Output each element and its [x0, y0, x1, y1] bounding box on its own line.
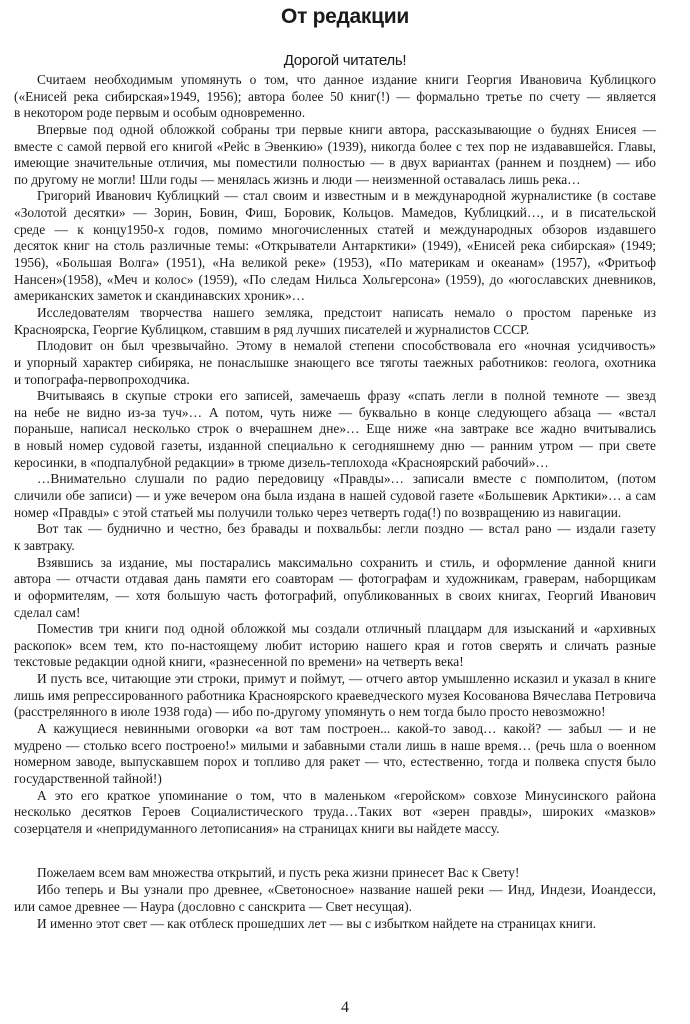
text-line: американских заметок и скандинавских хроник»… [14, 288, 306, 304]
paragraph [14, 388, 656, 471]
paragraph [14, 864, 656, 881]
text-line: («Енисей река сибирская»1949, 1956); автора более 50 книг(!) — формально третье по счету — является [14, 88, 656, 104]
paragraph [14, 188, 656, 304]
text-line: в некотором роде первым и особым одновременно. [14, 105, 306, 121]
paragraph [14, 338, 656, 388]
text-line: Впервые под одной обложкой собраны три первые книги автора, рассказывающие о буднях Енисея — [37, 121, 656, 137]
paragraph [14, 471, 656, 521]
text-line: пораньше, написал несколько строк о вчерашнем дне»… Еще ниже «на завтраке все жадно вчитывались [14, 421, 656, 437]
paragraph [14, 305, 656, 338]
paragraph [14, 72, 656, 122]
text-line: Считаем необходимым упомянуть о том, что данное издание книги Георгия Ивановича Кублицкого [37, 72, 656, 87]
paragraph [14, 721, 656, 788]
paragraph [14, 788, 656, 838]
text-line: несколько десятков Героев Социалистического труда…Таких вот «зерен правды», широких «мазков» [14, 804, 656, 820]
text-line: 1956), «Большая Волга» (1951), «На великой реке» (1953), «По материкам и океанам» (1957), «Фритьоф [14, 255, 656, 271]
closing-section [14, 864, 656, 932]
text-line: и топографа-первопроходчика. [14, 371, 190, 387]
paragraph [14, 671, 656, 721]
text-line: мудрено — столько всего построено!» милыми и забавными стали лишь в наше время… (речь шла о военном [14, 737, 656, 753]
text-line: Григорий Иванович Кублицкий — стал своим и известным и в международной журналистике (в составе [37, 188, 656, 204]
text-line: текстовые редакции одной книги, «разнесенной по времени» на четверть века! [14, 654, 464, 670]
text-line: …Внимательно слушали по радио передовицу «Правды»… записали вместе с помполитом, (потом [37, 471, 656, 487]
text-line: Вчитываясь в скупые строки его записей, замечаешь фразу «спать легли в полной темноте — звезд [37, 388, 656, 404]
text-line: И пусть все, читающие эти строки, примут и поймут, — отчего автор умышленно исказил и указал в книге [37, 671, 656, 687]
text-line: (расстрелянного в июле 1938 года) — ибо по-другому упомянуть о нем тогда было просто невозможно! [14, 704, 606, 720]
text-line: имеющие значительные отличия, мы поместили полностью — в двух вариантах (раннем и позднем) — ибо [14, 155, 656, 171]
text-line: Красноярска, Георгие Кублицком, ставшим в ряд лучших писателей и журналистов СССР. [14, 321, 530, 337]
text-line: на небе не видно из-за туч»… А потом, чуть ниже — буквально в конце следующего абзаца — «встал [14, 404, 656, 420]
paragraph [14, 122, 656, 189]
paragraph [14, 555, 656, 622]
text-line: лишь имя репрессированного работника Красноярского краеведческого музея Косованова Вячеслава Петровича [14, 687, 656, 703]
text-line: Нансен»(1958), «Меч и колос» (1959), «По следам Нильса Хольгерсона» (1959), до «югославских дневников, [14, 271, 656, 287]
text-line: государственной тайной!) [14, 770, 162, 786]
paragraph [14, 521, 656, 554]
text-line: И именно этот свет — как отблеск прошедших лет — вы с избытком найдете на страницах книги. [37, 916, 597, 931]
text-line: десяток книг на столь различные темы: «Открыватели Антарктики» (1949), «Енисей река сибирская» (1949; [14, 238, 656, 254]
text-line: номер «Правды» с этой статьей мы получили только через четверть года(!) по возвращению из навигации. [14, 504, 622, 520]
text-line: и упорный характер сибиряка, не понаслышке знающего все тяготы таежных работников: геолога, охотника [14, 354, 656, 370]
text-line: раскопок» всем тем, кто по-настоящему любит историю нашего края и готов сверять и сличать разные [14, 637, 656, 653]
text-line: вместе с самой первой его книгой «Рейс в Эвенкию» (1939), никогда более с тех пор не издававшейся. Главы, [14, 138, 656, 154]
text-line: в новый номер судовой газеты, изданной специально к сегодняшнему дню — ранним утром — при свете [14, 438, 656, 454]
text-line: по другому не могли! Шли годы — менялась жизнь и люди — неизменной оставалась лишь река… [14, 171, 581, 187]
text-line: Поместив три книги под одной обложкой мы создали отличный плацдарм для изысканий и «архивных [37, 621, 656, 637]
text-line: созерцателя и «непридуманного летописания» на страницах книги вы найдете массу. [14, 820, 500, 836]
text-line: Взявшись за издание, мы постарались максимально сохранить и стиль, и оформление данной книги [37, 554, 656, 570]
text-line: и оформителям, — хотя большую часть фотографий, опубликованных в своих книгах, Георгий Иванович [14, 587, 656, 603]
page-title: От редакции [281, 5, 409, 28]
text-line: Плодовит он был чрезвычайно. Этому в немалой степени способствовала его «ночная усидчивость» [37, 338, 656, 354]
text-line: Пожелаем всем вам множества открытий, и пусть река жизни принесет Вас к Свету! [37, 865, 520, 880]
text-line: А кажущиеся невинными оговорки «а вот там построен... какой-то завод… какой? — забыл — и не [37, 720, 656, 736]
text-line: среде — к концу1950-х годов, помимо многочисленных статей и международных обзоров издавшего [14, 221, 656, 237]
editorial-body [14, 72, 656, 837]
text-line: номерном заводе, выпускавшем порох и топливо для ракет — что, естественно, тогда и полвека спустя было [14, 754, 656, 770]
text-line: Ибо теперь и Вы узнали про древнее, «Светоносное» название нашей реки — Инд, Индези, Иоандесси, [37, 882, 656, 897]
paragraph [14, 915, 656, 932]
text-line: сделал сам! [14, 604, 81, 620]
paragraph [14, 881, 656, 915]
text-line: «Золотой десятки» — Зорин, Бовин, Фиш, Боровик, Кольцов. Мамедов, Кублицкий…, и в писательской [14, 205, 656, 221]
text-line: А это его краткое упоминание о том, что в маленьком «геройском» совхозе Минусинского района [37, 787, 656, 803]
text-line: автора — отчасти отдавая дань памяти его соавторам — фотографам и художникам, граверам, наборщикам [14, 571, 656, 587]
text-line: сличили обе записи) — и уже вечером она была издана в нашей судовой газете «Большевик Арктики»… а сам [14, 488, 656, 504]
text-line: Вот так — буднично и честно, без бравады и похвальбы: легли поздно — встал рано — издали газету [37, 521, 656, 537]
paragraph [14, 621, 656, 671]
greeting-heading: Дорогой читатель! [283, 52, 407, 69]
text-line: Исследователям творчества нашего земляка, предстоит написать немало о простом пареньке из [37, 304, 656, 320]
text-line: керосинки, в «подпалубной редакции» в трюме дизель-теплохода «Красноярский рабочий»… [14, 454, 549, 470]
text-line: или самое древнее — Наура (дословно с санскрита — Свет несущая). [14, 899, 413, 914]
page-number: 4 [341, 999, 349, 1016]
text-line: к завтраку. [14, 537, 75, 553]
